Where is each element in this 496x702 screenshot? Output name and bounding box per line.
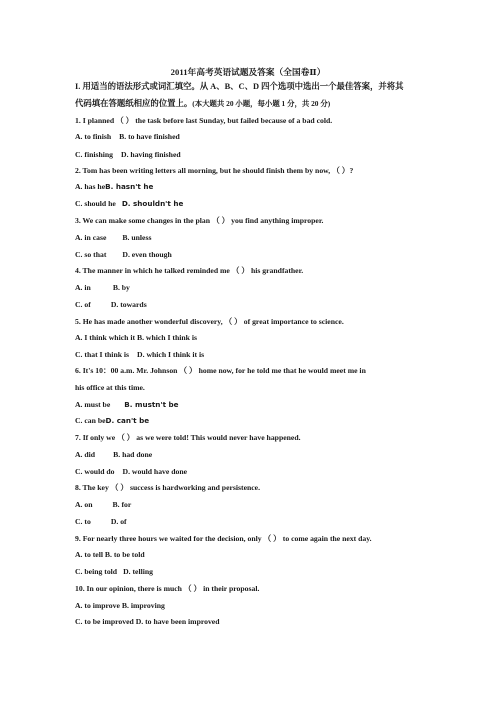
q2-options-row-2 <box>75 199 183 209</box>
q3-option-b: B. unless <box>122 233 152 242</box>
q1-option-c: C. finishing <box>75 150 114 159</box>
q6-options-row-2 <box>75 416 149 426</box>
q3-option-d: D. even though <box>122 250 172 259</box>
q4-option-c: C. of <box>75 300 91 309</box>
q9-option-d: D. telling <box>123 567 153 576</box>
question-1: 1. I planned （ ） the task before last Sunday, but failed because of a bad cold. <box>75 116 333 125</box>
q10-option-c: C. to be improved <box>75 617 134 626</box>
q2-option-d: D. shouldn't he <box>121 199 184 208</box>
q6-option-a: A. must be <box>75 400 111 409</box>
q1-option-a: A. to finish <box>75 132 112 141</box>
question-4: 4. The manner in which he talked reminded me （ ） his grandfather. <box>75 266 304 275</box>
q5-option-b: B. which I think is <box>136 333 197 342</box>
question-8: 8. The key （ ） success is hardworking and persistence. <box>75 483 261 492</box>
q8-options-row-1 <box>75 500 131 510</box>
q4-option-d: D. towards <box>110 300 147 309</box>
q1-option-d: D. having finished <box>121 150 181 159</box>
q5-option-a: A. I think which it <box>75 333 136 342</box>
q7-option-d: D. would have done <box>122 467 188 476</box>
q1-option-b: B. to have finished <box>119 132 180 141</box>
q9-options-row-1 <box>75 550 145 560</box>
q6-option-d: D. can't be <box>105 416 150 425</box>
q2-option-b: B. hasn't he <box>105 182 154 191</box>
q8-option-d: D. of <box>110 517 127 526</box>
q3-option-a: A. in case <box>75 233 107 242</box>
question-3: 3. We can make some changes in the plan （ ） you find anything improper. <box>75 216 324 225</box>
q5-options-row-1 <box>75 333 197 343</box>
q3-option-c: C. so that <box>75 250 107 259</box>
q10-option-d: D. to have been improved <box>135 617 220 626</box>
q3-options-row-1 <box>75 233 151 243</box>
q10-options-row-1 <box>75 601 165 611</box>
q6-option-b: B. mustn't be <box>124 400 179 409</box>
q7-option-c: C. would do <box>75 467 115 476</box>
q5-option-c: C. that I think is <box>75 350 130 359</box>
q9-option-c: C. being told <box>75 567 118 576</box>
q8-option-b: B. for <box>112 500 132 509</box>
q7-options-row-1 <box>75 450 152 460</box>
q2-option-a: A. has he <box>75 182 106 191</box>
q8-options-row-2 <box>75 517 127 527</box>
q4-options-row-2 <box>75 300 147 310</box>
q2-options-row-1 <box>75 182 153 192</box>
q7-options-row-2 <box>75 467 187 477</box>
q6-option-c: C. can be <box>75 416 106 425</box>
q5-options-row-2 <box>75 350 204 360</box>
question-10: 10. In our opinion, there is much （ ） in their proposal. <box>75 584 260 593</box>
question-5: 5. He has made another wonderful discovery, （ ） of great importance to science. <box>75 317 344 326</box>
instructions-note: (本大题共 20 小题，每小题 1 分，共 20 分) <box>192 99 331 108</box>
q2-option-c: C. should he <box>75 199 116 208</box>
question-6-line-2: his office at this time. <box>75 383 145 392</box>
q1-options-row-2 <box>75 150 181 160</box>
instructions-line-1: I. 用适当的语法形式或词汇填空。从 A、B、C、D 四个选项中选出一个最佳答案，并将其 <box>75 82 404 91</box>
instructions-line-2 <box>75 99 330 109</box>
q4-option-b: B. by <box>112 283 130 292</box>
question-6-line-1: 6. It's 10：00 a.m. Mr. Johnson （ ） home now, for he told me that he would meet me in <box>75 366 366 375</box>
q6-options-row-1 <box>75 400 179 410</box>
question-2: 2. Tom has been writing letters all morning, but he should finish them by now, （ ）? <box>75 166 354 175</box>
q7-option-b: B. had done <box>113 450 153 459</box>
q7-option-a: A. did <box>75 450 96 459</box>
q9-option-a: A. to tell <box>75 550 103 559</box>
q4-option-a: A. in <box>75 283 91 292</box>
q1-options-row-1 <box>75 132 180 142</box>
q5-option-d: D. which I think it is <box>137 350 205 359</box>
q3-options-row-2 <box>75 250 172 260</box>
q8-option-a: A. on <box>75 500 93 509</box>
question-9: 9. For nearly three hours we waited for the decision, only （ ） to come again the next day. <box>75 534 372 543</box>
q10-option-b: B. improving <box>121 601 165 610</box>
q10-options-row-2 <box>75 617 220 627</box>
q9-options-row-2 <box>75 567 153 577</box>
document-title: 2011年高考英语试题及答案（全国卷Ⅱ） <box>170 67 326 77</box>
q4-options-row-1 <box>75 283 130 293</box>
q8-option-c: C. to <box>75 517 91 526</box>
question-7: 7. If only we （ ） as we were told! This would never have happened. <box>75 433 301 442</box>
instructions-main: 代码填在答题纸相应的位置上。 <box>75 99 193 108</box>
q9-option-b: B. to be told <box>104 550 145 559</box>
q10-option-a: A. to improve <box>75 601 120 610</box>
